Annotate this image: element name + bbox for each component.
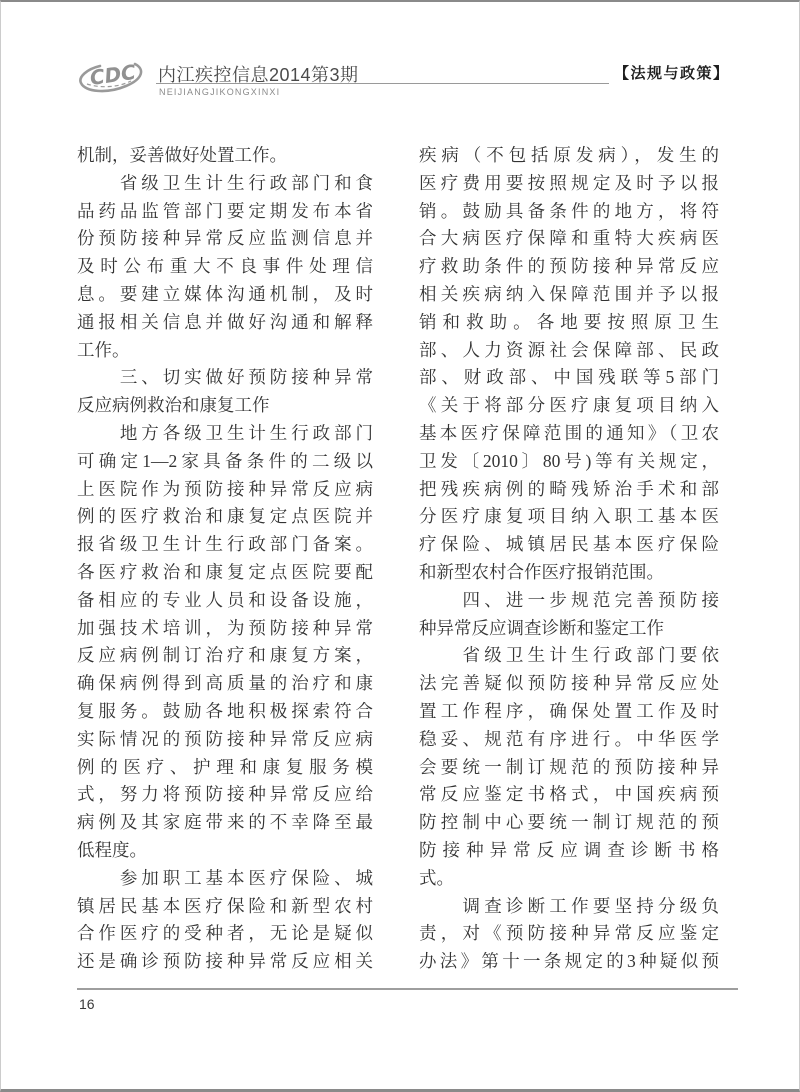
right-column [419, 142, 719, 976]
text-line: 疗救助条件的预防接种异常反应 [419, 256, 719, 277]
text-line: 反应病例制订治疗和康复方案， [77, 645, 373, 666]
newsletter-subtitle: NEIJIANGJIKONGXINXI [159, 87, 281, 97]
text-line: 种异常反应调查诊断和鉴定工作 [419, 617, 664, 638]
text-line: 把残疾病例的畸残矫治手术和部 [419, 478, 719, 499]
cdc-logo [77, 57, 147, 97]
text-line: 实际情况的预防接种异常反应病 [77, 728, 373, 749]
text-line: 卫发〔2010〕80号)等有关规定， [419, 450, 719, 471]
text-line: 备相应的专业人员和设备设施， [77, 589, 373, 610]
text-line: 例的医疗、护理和康复服务模 [77, 756, 373, 777]
text-line: 上医院作为预防接种异常反应病 [77, 478, 373, 499]
article-body [1, 142, 800, 982]
cdc-logo-graphic [77, 57, 147, 97]
text-line: 销和救助。各地要按照原卫生 [419, 311, 719, 332]
header-rule [156, 83, 609, 84]
text-line: 部、人力资源社会保障部、民政 [419, 339, 719, 360]
text-line: 还是确诊预防接种异常反应相关 [77, 951, 373, 972]
text-line: 份预防接种异常反应监测信息并 [77, 228, 373, 249]
text-line: 法完善疑似预防接种异常反应处 [419, 673, 719, 694]
cdc-logo-letters: CDC [88, 59, 138, 90]
text-line: 参加职工基本医疗保险、城 [77, 867, 373, 888]
section-label: 【法规与政策】 [614, 66, 730, 82]
text-line: 和新型农村合作医疗报销范围。 [419, 561, 664, 582]
text-line: 低程度。 [77, 839, 147, 860]
text-line: 报省级卫生计生行政部门备案。 [77, 534, 373, 555]
page-number: 16 [79, 996, 95, 1012]
text-line: 合作医疗的受种者，无论是疑似 [77, 923, 373, 944]
text-line: 例的医疗救治和康复定点医院并 [77, 506, 373, 527]
text-line: 《关于将部分医疗康复项目纳入 [419, 395, 719, 416]
text-line: 医疗费用要按照规定及时予以报 [419, 172, 719, 193]
text-line: 反应病例救治和康复工作 [77, 395, 270, 416]
text-line: 防控制中心要统一制订规范的预 [419, 812, 719, 833]
text-line: 相关疾病纳入保障范围并予以报 [419, 283, 719, 304]
text-line: 复服务。鼓励各地积极探索符合 [77, 700, 373, 721]
newsletter-title: 内江疾控信息2014第3期 [158, 65, 359, 85]
text-line: 病例及其家庭带来的不幸降至最 [77, 812, 373, 833]
left-column [77, 142, 373, 976]
text-line: 可确定1—2家具备条件的二级以 [77, 450, 373, 471]
text-line: 省级卫生计生行政部门要依 [419, 645, 719, 666]
text-line: 基本医疗保障范围的通知》（卫农 [419, 422, 719, 443]
text-line: 地方各级卫生计生行政部门 [77, 422, 373, 443]
text-line: 息。要建立媒体沟通机制，及时 [77, 283, 373, 304]
text-line: 三、切实做好预防接种异常 [77, 367, 373, 388]
text-line: 疾病（不包括原发病），发生的 [419, 145, 719, 165]
text-line: 责，对《预防接种异常反应鉴定 [419, 923, 719, 944]
text-line: 确保病例得到高质量的治疗和康 [77, 673, 373, 694]
text-line: 工作。 [77, 339, 130, 360]
text-line: 置工作程序，确保处置工作及时 [419, 700, 719, 721]
text-line: 部、财政部、中国残联等5部门 [419, 367, 719, 388]
text-line: 式。 [419, 867, 454, 888]
text-line: 防接种异常反应调查诊断书格 [419, 839, 719, 860]
text-line: 常反应鉴定书格式，中国疾病预 [419, 784, 719, 805]
text-line: 调查诊断工作要坚持分级负 [419, 895, 719, 916]
text-line: 疗保险、城镇居民基本医疗保险 [419, 534, 719, 555]
text-line: 镇居民基本医疗保险和新型农村 [77, 895, 373, 916]
text-line: 机制，妥善做好处置工作。 [77, 145, 287, 165]
text-line: 四、进一步规范完善预防接 [419, 589, 719, 610]
text-line: 合大病医疗保障和重特大疾病医 [419, 228, 719, 249]
text-line: 加强技术培训，为预防接种异常 [77, 617, 373, 638]
text-line: 省级卫生计生行政部门和食 [77, 172, 373, 193]
footer-rule [77, 988, 738, 990]
text-line: 分医疗康复项目纳入职工基本医 [419, 506, 719, 527]
text-line: 会要统一制订规范的预防接种异 [419, 756, 719, 777]
text-line: 稳妥、规范有序进行。中华医学 [419, 728, 719, 749]
text-line: 式，努力将预防接种异常反应给 [77, 784, 373, 805]
text-line: 销。鼓励具备条件的地方，将符 [419, 200, 719, 221]
text-line: 各医疗救治和康复定点医院要配 [77, 561, 373, 582]
text-line: 通报相关信息并做好沟通和解释 [77, 311, 373, 332]
text-line: 及时公布重大不良事件处理信 [77, 256, 373, 277]
text-line: 办法》第十一条规定的3种疑似预 [419, 951, 719, 972]
text-line: 品药品监管部门要定期发布本省 [77, 200, 373, 221]
